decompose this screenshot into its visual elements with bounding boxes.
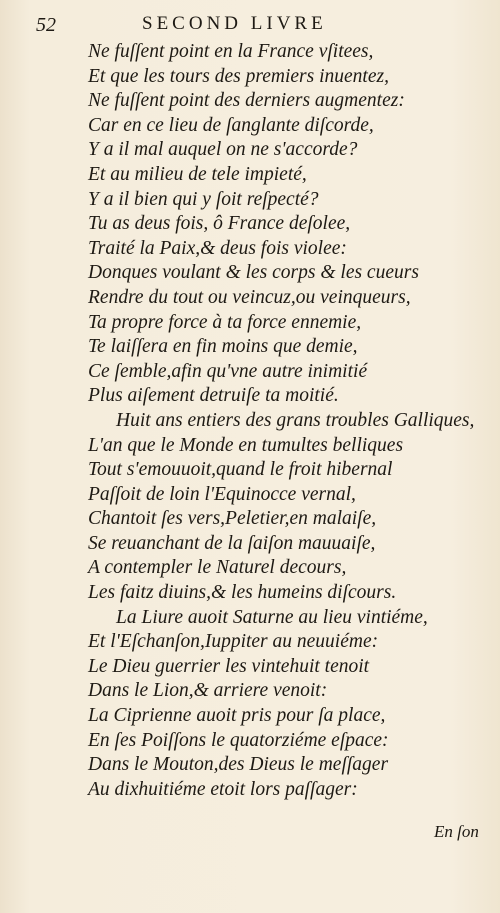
- verse-line: Se reuanchant de la ſaiſon mauuaiſe,: [88, 532, 376, 554]
- verse-line: En ſes Poiſſons le quatorziéme eſpace:: [88, 729, 389, 751]
- verse-line: Dans le Mouton,des Dieus le meſſager: [88, 754, 389, 776]
- verse-line: Le Dieu guerrier les vintehuit tenoit: [88, 655, 370, 677]
- verse-line: Paſſoit de loin l'Equinocce vernal,: [88, 483, 356, 505]
- running-title: SECOND LIVRE: [142, 13, 327, 34]
- verse-line: A contempler le Naturel decours,: [88, 557, 347, 579]
- verse-line: Dans le Lion,& arriere venoit:: [88, 680, 328, 702]
- verse-line: Et au milieu de tele impieté,: [88, 163, 307, 185]
- verse-line: Ta propre force à ta force ennemie,: [88, 311, 362, 333]
- page-number: 52: [36, 14, 56, 36]
- verse-line: Ce ſemble,afin qu'vne autre inimitié: [88, 360, 368, 382]
- verse-line: Donques voulant & les corps & les cueurs: [88, 262, 419, 284]
- verse-line: Chantoit ſes vers,Peletier,en malaiſe,: [88, 508, 377, 530]
- verse-line: Tout s'emouuoit,quand le froit hibernal: [88, 459, 393, 481]
- verse-line: Y a il mal auquel on ne s'accorde?: [88, 139, 358, 161]
- verse-line: L'an que le Monde en tumultes belliques: [88, 434, 404, 456]
- verse-line: Y a il bien qui y ſoit reſpecté?: [88, 188, 319, 210]
- verse-line: La Ciprienne auoit pris pour ſa place,: [88, 705, 386, 727]
- verse-line: Car en ce lieu de ſanglante diſcorde,: [88, 114, 374, 136]
- verse-block: [88, 40, 493, 802]
- verse-line: Huit ans entiers des grans troubles Galliques,: [116, 409, 475, 431]
- verse-line: Et l'Eſchanſon,Iuppiter au neuuiéme:: [88, 631, 379, 653]
- verse-line: Te laiſſera en fin moins que demie,: [88, 336, 358, 358]
- verse-line: Ne fuſſent point des derniers augmentez:: [88, 90, 405, 112]
- verse-line: Plus aiſement detruiſe ta moitié.: [88, 385, 339, 407]
- verse-line: Traité la Paix,& deus fois violee:: [88, 237, 347, 259]
- verse-line: La Liure auoit Saturne au lieu vintiéme,: [116, 606, 428, 628]
- verse-line: Tu as deus fois, ô France deſolee,: [88, 213, 351, 235]
- verse-line: Les faitz diuins,& les humeins diſcours.: [88, 582, 397, 604]
- catchword: En ſon: [434, 822, 479, 841]
- verse-line: Ne fuſſent point en la France vſitees,: [88, 41, 374, 62]
- verse-line: Rendre du tout ou veincuz,ou veinqueurs,: [88, 286, 411, 308]
- verse-line: Au dixhuitiéme etoit lors paſſager:: [88, 778, 358, 800]
- verse-line: Et que les tours des premiers inuentez,: [88, 65, 389, 87]
